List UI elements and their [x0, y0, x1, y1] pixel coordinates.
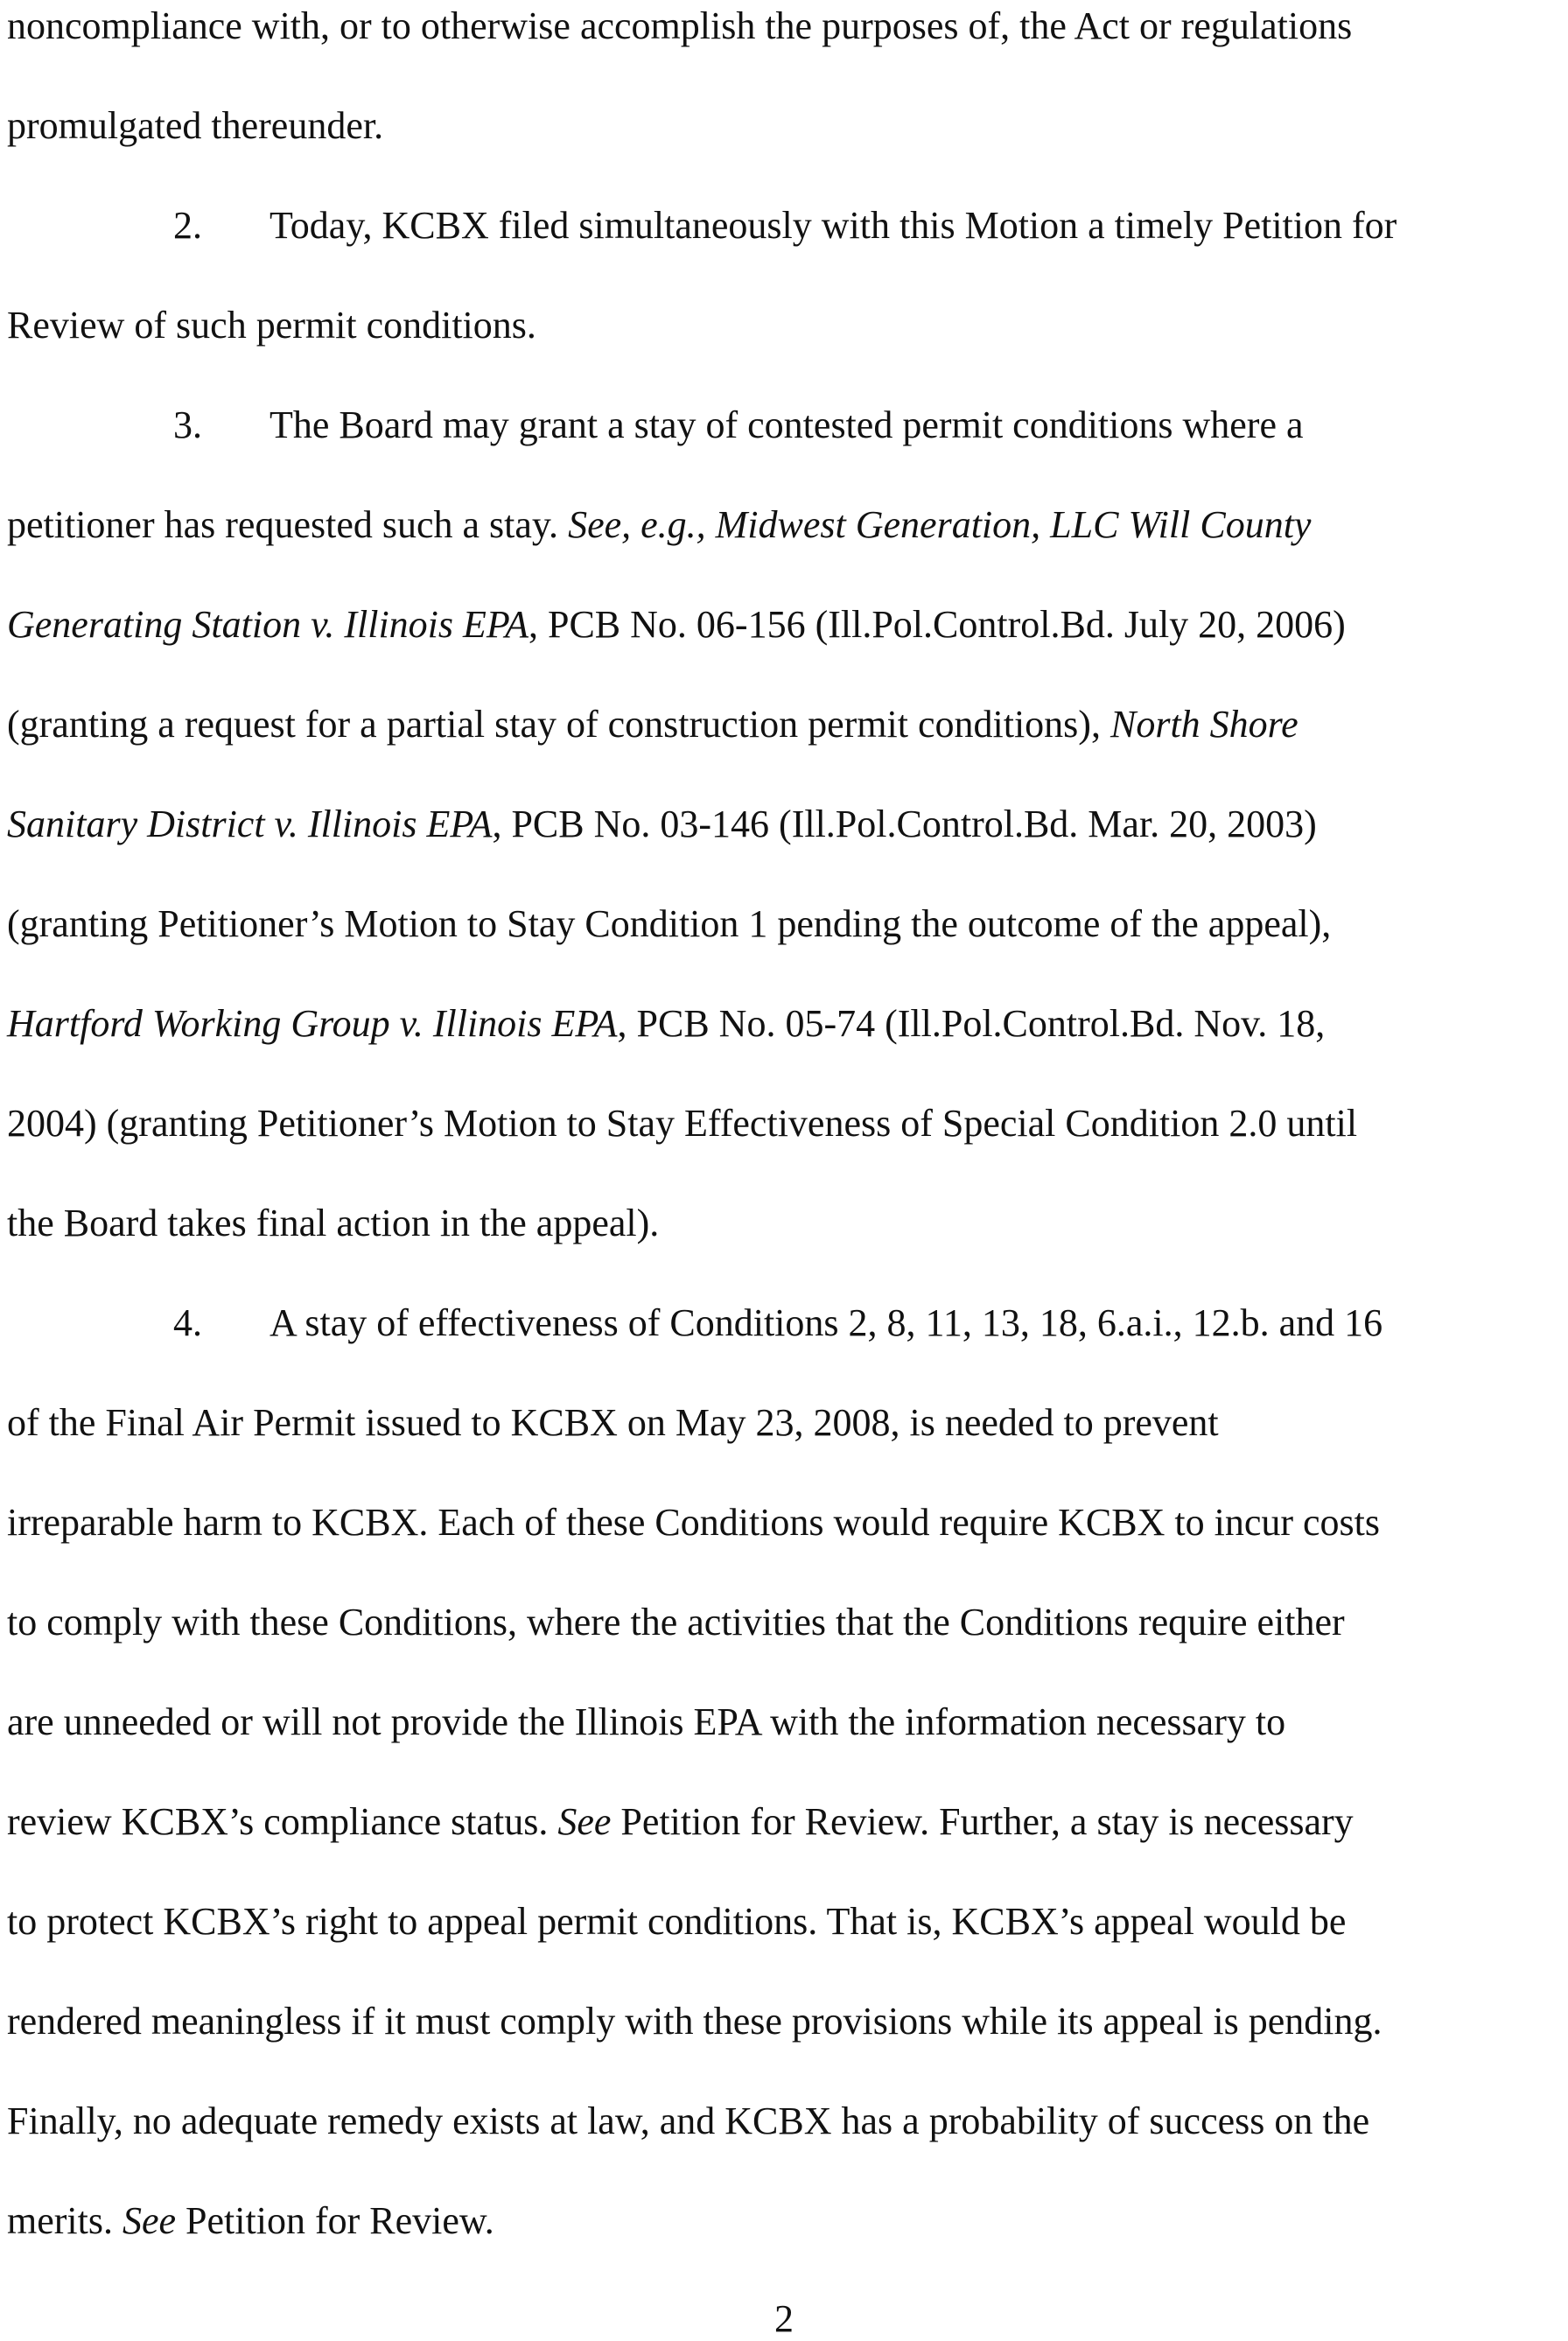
text-run: Petition for Review. Further, a stay is necessary — [611, 1800, 1354, 1843]
text-line: to comply with these Conditions, where the activities that the Conditions require either — [7, 1601, 1345, 1644]
text-line: The Board may grant a stay of contested permit conditions where a — [270, 403, 1304, 446]
page-number: 2 — [774, 2297, 794, 2340]
text-run: (granting a request for a partial stay of construction permit conditions), — [7, 703, 1110, 746]
text-run: , PCB No. 05-74 (Ill.Pol.Control.Bd. Nov. 18, — [617, 1002, 1326, 1045]
citation-italic: Generating Station v. Illinois EPA — [7, 603, 528, 646]
text-line: the Board takes final action in the appeal). — [7, 1202, 660, 1244]
citation-italic: Hartford Working Group v. Illinois EPA — [7, 1002, 618, 1045]
text-line: Finally, no adequate remedy exists at law, and KCBX has a probability of success on the — [7, 2099, 1370, 2142]
text-line — [7, 1798, 1354, 1847]
text-line: 2004) (granting Petitioner’s Motion to Stay Effectiveness of Special Condition 2.0 until — [7, 1102, 1358, 1145]
text-line: noncompliance with, or to otherwise accomplish the purposes of, the Act or regulations — [7, 4, 1353, 47]
text-line — [7, 700, 1298, 749]
text-line — [7, 600, 1346, 649]
text-line: irreparable harm to KCBX. Each of these Conditions would require KCBX to incur costs — [7, 1501, 1381, 1544]
text-line: Today, KCBX filed simultaneously with this Motion a timely Petition for — [270, 204, 1397, 247]
text-line: promulgated thereunder. — [7, 104, 384, 147]
text-line: (granting Petitioner’s Motion to Stay Condition 1 pending the outcome of the appeal), — [7, 902, 1332, 945]
paragraph-number: 3. — [173, 403, 202, 446]
text-line: Review of such permit conditions. — [7, 304, 536, 347]
text-line: to protect KCBX’s right to appeal permit conditions. That is, KCBX’s appeal would be — [7, 1900, 1347, 1943]
text-line: rendered meaningless if it must comply with these provisions while its appeal is pending. — [7, 2000, 1382, 2043]
signal-italic: See — [557, 1800, 612, 1843]
signal-italic: See — [122, 2199, 177, 2242]
text-line — [7, 999, 1325, 1048]
text-line: are unneeded or will not provide the Illinois EPA with the information necessary to — [7, 1700, 1286, 1743]
text-run: petitioner has requested such a stay. — [7, 503, 569, 546]
citation-italic: North Shore — [1110, 703, 1298, 746]
citation-italic: Sanitary District v. Illinois EPA — [7, 803, 493, 845]
text-run: review KCBX’s compliance status. — [7, 1800, 558, 1843]
paragraph-number: 2. — [173, 204, 202, 247]
text-line — [7, 2197, 494, 2246]
text-run: Petition for Review. — [176, 2199, 494, 2242]
paragraph-number: 4. — [173, 1301, 202, 1344]
text-line — [7, 800, 1317, 849]
text-line — [7, 501, 1311, 550]
text-line: of the Final Air Permit issued to KCBX on May 23, 2008, is needed to prevent — [7, 1401, 1219, 1444]
text-run: , PCB No. 03-146 (Ill.Pol.Control.Bd. Mar. 20, 2003) — [492, 803, 1317, 845]
citation-italic: See, e.g., Midwest Generation, LLC Will County — [568, 503, 1312, 546]
text-run: merits. — [7, 2199, 122, 2242]
text-line: A stay of effectiveness of Conditions 2, 8, 11, 13, 18, 6.a.i., 12.b. and 16 — [270, 1301, 1383, 1344]
text-run: , PCB No. 06-156 (Ill.Pol.Control.Bd. July 20, 2006) — [528, 603, 1346, 646]
